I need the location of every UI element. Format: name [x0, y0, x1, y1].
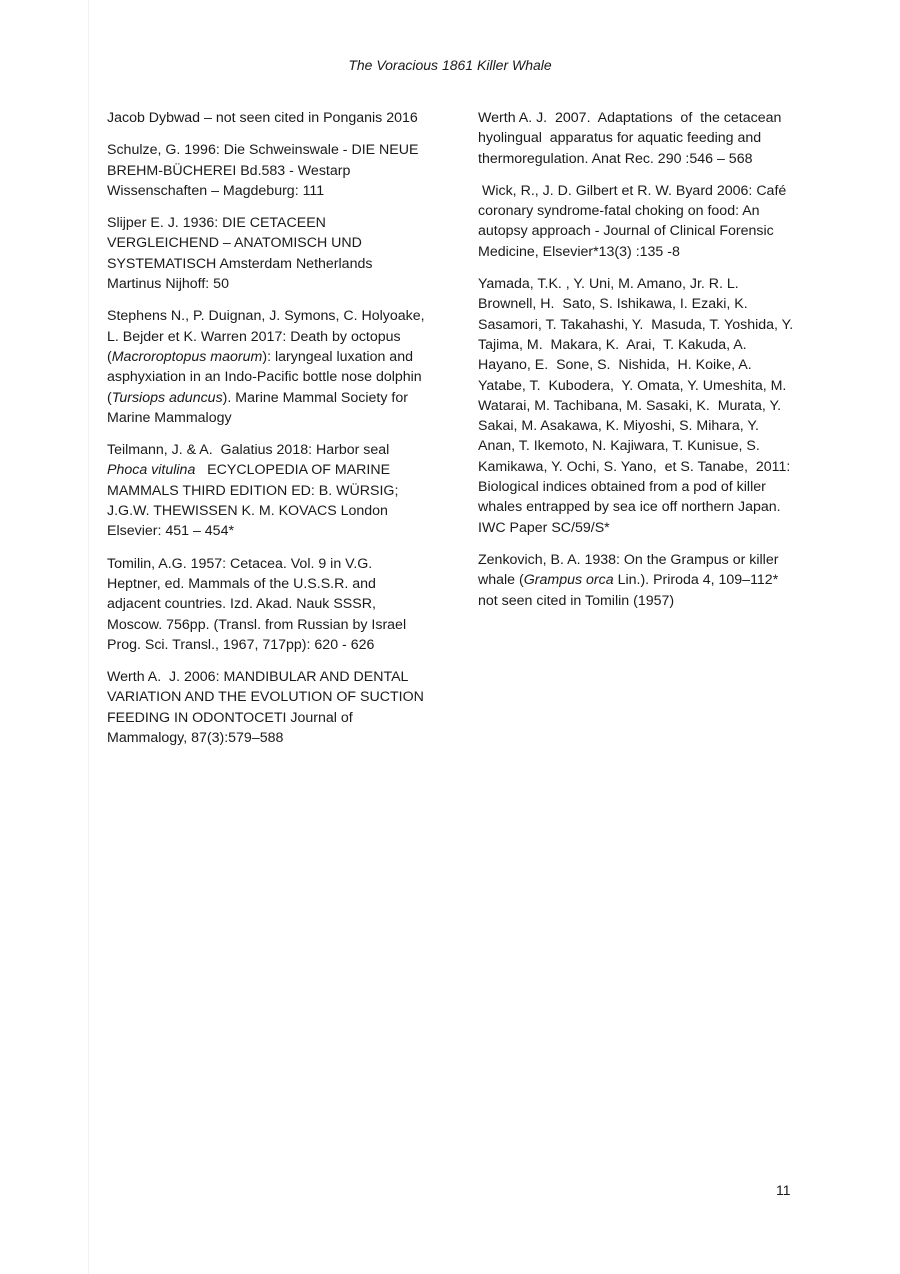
- reference-entry: Yamada, T.K. , Y. Uni, M. Amano, Jr. R. L. Brownell, H. Sato, S. Ishikawa, I. Ezaki, K. Sasamori, T. Takahashi, Y. Masuda, T. Yoshida, Y. Tajima, M. Makara, K. Arai, T. Kakuda, A. Hayano, E. Sone, S. Nishida, H. Koike, A. Yatabe, T. Kubodera, Y. Omata, Y. Umeshita, M. Watarai, M. Tachibana, M. Sasaki, K. Murata, Y. Sakai, M. Asakawa, K. Miyoshi, S. Mihara, Y. Anan, T. Ikemoto, N. Kajiwara, T. Kunisue, S. Kamikawa, Y. Ochi, S. Yano, et S. Tanabe, 2011: Biological indices obtained from a pod of killer whales entrapped by sea ice off northern Japan. IWC Paper SC/59/S*: [478, 276, 799, 536]
- reference-entry: Tomilin, A.G. 1957: Cetacea. Vol. 9 in V.G. Heptner, ed. Mammals of the U.S.S.R. and adjacent countries. Izd. Akad. Nauk SSSR, Moscow. 756pp. (Transl. from Russian by Israel Prog. Sci. Transl., 1967, 717pp): 620 - 626: [107, 555, 411, 653]
- reference-entry: [107, 440, 427, 541]
- species-name: Macroroptopus maorum: [111, 348, 263, 365]
- reference-entry: Wick, R., J. D. Gilbert et R. W. Byard 2006: Café coronary syndrome-fatal choking on food: An autopsy approach - Journal of Clinical Forensic Medicine, Elsevier*13(3) :135 -8: [478, 182, 791, 260]
- species-name: Phoca vitulina: [107, 462, 196, 479]
- page-number: 11: [776, 1182, 791, 1198]
- reference-entry: Werth A. J. 2007. Adaptations of the cetacean hyolingual apparatus for aquatic feeding and thermoregulation. Anat Rec. 290 :546 – 568: [478, 110, 790, 167]
- species-name: Tursiops aduncus: [111, 389, 223, 406]
- reference-entry: [107, 306, 446, 428]
- reference-entry: Schulze, G. 1996: Die Schweinswale - DIE NEUE BREHM-BÜCHEREI Bd.583 - Westarp Wissenschaften – Magdeburg: 111: [107, 142, 423, 199]
- reference-text: ). Marine Mammal Society for Marine Mammalogy: [107, 389, 412, 426]
- page-edge: [88, 0, 89, 1274]
- reference-text: Zenkovich, B. A. 1938: On the Grampus or killer whale (: [478, 551, 783, 589]
- reference-text: Teilmann, J. & A. Galatius 2018: Harbor seal: [107, 442, 394, 459]
- reference-entry: Slijper E. J. 1936: DIE CETACEEN VERGLEICHEND – ANATOMISCH UND SYSTEMATISCH Amsterdam Netherlands Martinus Nijhoff: 50: [107, 215, 377, 293]
- species-name: Grampus orca: [523, 572, 614, 589]
- reference-text: Stephens N., P. Duignan, J. Symons, C. Holyoake, L. Bejder et K. Warren 2017: Death by octopus (: [107, 308, 429, 365]
- reference-text: ECYCLOPEDIA OF MARINE MAMMALS THIRD EDITION ED: B. WÜRSIG; J.G.W. THEWISSEN K. M. KOVACS London Elsevier: 451 – 454*: [107, 462, 403, 540]
- reference-entry: Werth A. J. 2006: MANDIBULAR AND DENTAL VARIATION AND THE EVOLUTION OF SUCTION FEEDING IN ODONTOCETI Journal of Mammalogy, 87(3):579–588: [107, 669, 428, 747]
- reference-text: ): laryngeal luxation and asphyxiation in an Indo-Pacific bottle nose dolphin (: [107, 348, 446, 406]
- references-right-column: [478, 108, 799, 623]
- references-left-column: [107, 108, 446, 760]
- reference-entry: [478, 550, 796, 611]
- running-header: The Voracious 1861 Killer Whale: [348, 57, 552, 73]
- reference-entry: Jacob Dybwad – not seen cited in Ponganis 2016: [107, 110, 418, 126]
- reference-text: Lin.). Priroda 4, 109–112* not seen cited in Tomilin (1957): [478, 572, 783, 609]
